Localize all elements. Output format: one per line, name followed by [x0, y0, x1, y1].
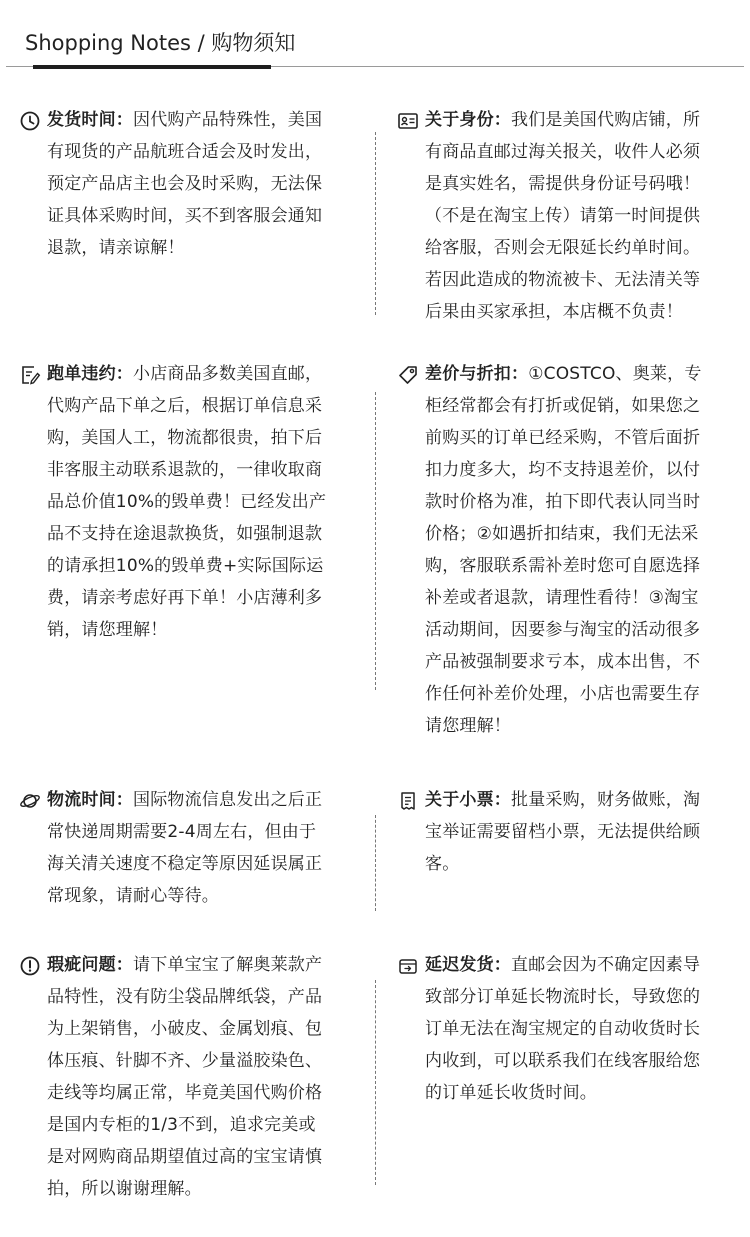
note-line: 小店商品多数美国直邮， [133, 364, 323, 384]
order-edit-icon [19, 364, 41, 386]
note-line: 致部分订单延长物流时长，导致您的 [425, 987, 701, 1007]
note-line: 补差或者退款，请理性看待！③淘宝 [425, 588, 699, 608]
note-line: 的订单延长收货时间。 [425, 1083, 597, 1103]
note-line: 是国内专柜的1/3不到，追求完美或 [47, 1115, 316, 1135]
note-label: 发货时间： [47, 110, 133, 130]
note-line: 内收到，可以联系我们在线客服给您 [425, 1051, 701, 1071]
note-line: 产品被强制要求亏本，成本出售，不 [425, 652, 701, 672]
note-line: 预定产品店主也会及时采购，无法保 [47, 174, 323, 194]
note-text [425, 104, 700, 328]
note-line: 客。 [425, 854, 460, 874]
note-line: 品特性，没有防尘袋品牌纸袋，产品 [47, 987, 323, 1007]
note-line: 款时价格为准，拍下即代表认同当时 [425, 492, 701, 512]
note-line: 作任何补差价处理，小店也需要生存 [425, 684, 701, 704]
note-line: 扣力度多大，均不支持退差价，以付 [425, 460, 701, 480]
note-line: 费，请亲考虑好再下单！小店薄利多 [47, 588, 323, 608]
note-line: 证具体采购时间，买不到客服会通知 [47, 206, 323, 226]
note-text [47, 949, 322, 1205]
note-line: 体压痕、针脚不齐、少量溢胶染色、 [47, 1051, 323, 1071]
note-line: 品总价值10%的毁单费！已经发出产 [47, 492, 327, 512]
note-label: 瑕疵问题： [47, 955, 133, 975]
note-line: 走线等均属正常，毕竟美国代购价格 [47, 1083, 323, 1103]
note-label: 关于小票： [425, 790, 511, 810]
note-line: 后果由买家承担，本店概不负责！ [425, 302, 683, 322]
note-text [425, 949, 700, 1109]
note-line: 宝举证需要留档小票，无法提供给顾 [425, 822, 701, 842]
price-tag-icon [397, 364, 419, 386]
note-line: 购，客服联系需补差时您可自愿选择 [425, 556, 701, 576]
note-line: 非客服主动联系退款的，一律收取商 [47, 460, 323, 480]
note-line: 的请承担10%的毁单费+实际国际运 [47, 556, 324, 576]
note-line: 有现货的产品航班合适会及时发出， [47, 142, 323, 162]
page-header [0, 0, 750, 72]
note-line: 常现象，请耐心等待。 [47, 886, 219, 906]
note-label: 延迟发货： [425, 955, 511, 975]
note-text [47, 104, 322, 264]
note-line: 代购产品下单之后，根据订单信息采 [47, 396, 323, 416]
note-line: ①COSTCO、奥莱，专 [528, 364, 702, 384]
receipt-icon [397, 790, 419, 812]
warning-icon [19, 955, 41, 977]
note-line: 订单无法在淘宝规定的自动收货时长 [425, 1019, 701, 1039]
note-line: 品不支持在途退款换货，如强制退款 [47, 524, 323, 544]
note-line: 前购买的订单已经采购，不管后面折 [425, 428, 701, 448]
note-line: 因代购产品特殊性，美国 [133, 110, 323, 130]
note-line: 为上架销售，小破皮、金属划痕、包 [47, 1019, 323, 1039]
note-line: 销，请您理解！ [47, 620, 168, 640]
note-line: 是对网购商品期望值过高的宝宝请慎 [47, 1147, 323, 1167]
note-line: 有商品直邮过海关报关，收件人必须 [425, 142, 701, 162]
note-line: 拍，所以谢谢理解。 [47, 1179, 202, 1199]
note-line: 常快递周期需要2-4周左右，但由于 [47, 822, 317, 842]
column-separator [375, 815, 376, 911]
column-separator [375, 980, 376, 1185]
note-line: 批量采购，财务做账，淘 [511, 790, 701, 810]
note-text [425, 358, 702, 742]
note-line: 海关清关速度不稳定等原因延误属正 [47, 854, 323, 874]
delivery-box-icon [397, 955, 419, 977]
note-line: 请下单宝宝了解奥莱款产 [133, 955, 323, 975]
note-line: 给客服，否则会无限延长约单时间。 [425, 238, 701, 258]
note-line: 购，美国人工，物流都很贵，拍下后 [47, 428, 323, 448]
note-label: 物流时间： [47, 790, 133, 810]
note-line: 直邮会因为不确定因素导 [511, 955, 701, 975]
note-line: 国际物流信息发出之后正 [133, 790, 323, 810]
column-separator [375, 132, 376, 315]
column-separator [375, 392, 376, 690]
note-label: 关于身份： [425, 110, 511, 130]
planet-icon [19, 790, 41, 812]
header-accent-bar [33, 65, 271, 69]
id-card-icon [397, 110, 419, 132]
note-line: 价格；②如遇折扣结束，我们无法采 [425, 524, 699, 544]
note-text [47, 358, 326, 646]
note-label: 差价与折扣： [425, 364, 529, 384]
note-line: 请您理解！ [425, 716, 511, 736]
note-line: （不是在淘宝上传）请第一时间提供 [425, 206, 701, 226]
clock-icon [19, 110, 41, 132]
note-line: 退款，请亲谅解！ [47, 238, 185, 258]
note-line: 活动期间，因要参与淘宝的活动很多 [425, 620, 701, 640]
note-line: 我们是美国代购店铺，所 [511, 110, 701, 130]
note-text [47, 784, 322, 912]
note-line: 柜经常都会有打折或促销，如果您之 [425, 396, 701, 416]
note-line: 是真实姓名，需提供身份证号码哦！ [425, 174, 701, 194]
note-line: 若因此造成的物流被卡、无法清关等 [425, 270, 701, 290]
note-text [425, 784, 700, 880]
page-title: Shopping Notes / 购物须知 [25, 31, 296, 55]
note-label: 跑单违约： [47, 364, 133, 384]
